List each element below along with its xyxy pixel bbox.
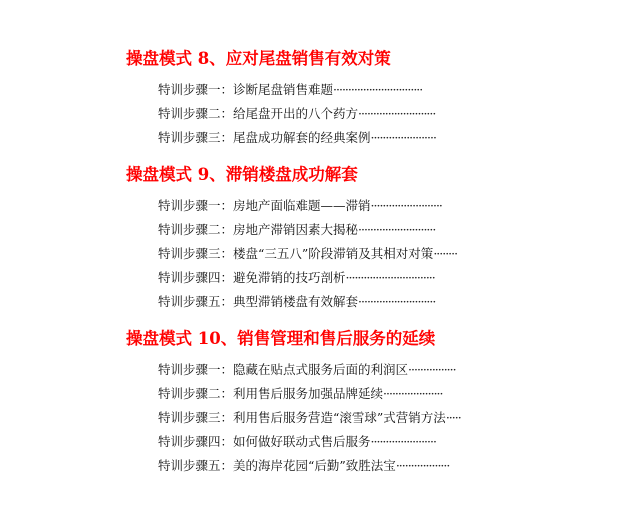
step-list (126, 80, 626, 152)
step-row (158, 128, 462, 152)
section-heading: 操盘模式 10、销售管理和售后服务的延续 (126, 329, 436, 348)
dot-leader: ······················ (370, 130, 436, 145)
dot-leader: ·················· (395, 458, 450, 473)
step-row (158, 244, 462, 268)
section-mode-8 (126, 48, 626, 152)
dot-leader: ········ (433, 246, 458, 261)
step-label: 特训步骤二： (158, 386, 234, 401)
step-row (158, 408, 462, 432)
step-label: 特训步骤四： (158, 434, 234, 449)
spacer (126, 186, 626, 196)
step-row (158, 196, 462, 220)
dot-leader: ······························ (345, 270, 435, 285)
dot-leader: ·························· (358, 106, 436, 121)
step-text: 房地产滞销因素大揭秘 (233, 222, 359, 237)
step-text: 典型滞销楼盘有效解套 (233, 294, 359, 309)
dot-leader: ························ (370, 198, 442, 213)
dot-leader: ················ (408, 362, 456, 377)
step-row (158, 456, 462, 480)
step-text: 避免滞销的技巧剖析 (233, 270, 346, 285)
step-text: 美的海岸花园“后勤”致胜法宝 (233, 458, 396, 473)
step-label: 特训步骤二： (158, 106, 234, 121)
step-row (158, 360, 462, 384)
step-list (126, 196, 626, 316)
dot-leader: ······················ (370, 434, 436, 449)
step-label: 特训步骤五： (158, 294, 234, 309)
step-label: 特训步骤四： (158, 270, 234, 285)
dot-leader: ···················· (383, 386, 443, 401)
step-row (158, 220, 462, 244)
spacer (126, 70, 626, 80)
step-label: 特训步骤一： (158, 362, 234, 377)
dot-leader: ····· (445, 410, 461, 425)
step-row (158, 292, 462, 316)
spacer (126, 350, 626, 360)
step-label: 特训步骤三： (158, 410, 234, 425)
step-label: 特训步骤三： (158, 246, 234, 261)
step-label: 特训步骤一： (158, 82, 234, 97)
step-text: 楼盘“三五八”阶段滞销及其相对对策 (233, 246, 434, 261)
step-label: 特训步骤三： (158, 130, 234, 145)
step-label: 特训步骤二： (158, 222, 234, 237)
dot-leader: ······························ (333, 82, 423, 97)
step-label: 特训步骤一： (158, 198, 234, 213)
section-heading: 操盘模式 8、应对尾盘销售有效对策 (126, 49, 391, 68)
step-text: 房地产面临难题——滞销 (233, 198, 371, 213)
section-mode-10 (126, 328, 626, 480)
step-text: 如何做好联动式售后服务 (233, 434, 371, 449)
step-text: 利用售后服务营造“滚雪球”式营销方法 (233, 410, 446, 425)
step-text: 利用售后服务加强品牌延续 (233, 386, 384, 401)
step-list (126, 360, 626, 480)
step-row (158, 80, 462, 104)
step-row (158, 384, 462, 408)
step-row (158, 268, 462, 292)
step-text: 尾盘成功解套的经典案例 (233, 130, 371, 145)
dot-leader: ·························· (358, 222, 436, 237)
step-text: 诊断尾盘销售难题 (233, 82, 334, 97)
step-text: 隐藏在贴点式服务后面的利润区 (233, 362, 409, 377)
step-row (158, 104, 462, 128)
step-text: 给尾盘开出的八个药方 (233, 106, 359, 121)
section-heading: 操盘模式 9、滞销楼盘成功解套 (126, 165, 358, 184)
section-mode-9 (126, 164, 626, 316)
dot-leader: ·························· (358, 294, 436, 309)
step-label: 特训步骤五： (158, 458, 234, 473)
step-row (158, 432, 462, 456)
